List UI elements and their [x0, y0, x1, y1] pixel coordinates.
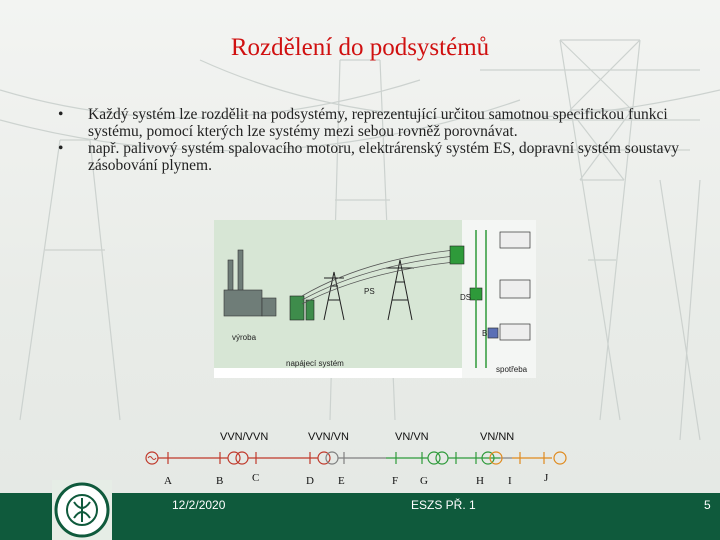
voltage-level-schematic	[140, 426, 580, 490]
bullet-dot: •	[58, 140, 64, 157]
point-label: G	[420, 475, 428, 487]
point-label: J	[544, 472, 549, 484]
point-label: C	[252, 472, 260, 484]
footer-course: ESZS PŘ. 1	[411, 498, 476, 512]
level-label: VN/NN	[480, 431, 515, 443]
level-label: VN/VN	[395, 431, 429, 443]
bullet-text: Každý systém lze rozdělit na podsystémy, reprezentující určitou samotnou specifickou funkci systému, pomocí kterých lze systémy mezi sebou rovněž porovnávat.	[88, 106, 668, 140]
slide-title: Rozdělení do podsystémů	[230, 34, 490, 61]
bullet-item	[56, 106, 686, 140]
label-spotreba: spotřeba	[496, 365, 528, 374]
point-label: D	[306, 475, 314, 487]
point-label: F	[392, 475, 399, 487]
bullet-list	[56, 106, 686, 174]
point-label: E	[338, 475, 345, 487]
level-label: VVN/VVN	[220, 431, 269, 443]
label-ps: PS	[364, 287, 375, 296]
label-b: B	[482, 329, 488, 338]
footer-date: 12/2/2020	[172, 498, 226, 512]
label-napajeci-system: napájecí systém	[286, 359, 344, 368]
label-vyroba: výroba	[232, 333, 257, 342]
point-label: H	[476, 475, 484, 487]
label-ds: DS	[460, 293, 472, 302]
power-system-diagram	[214, 220, 536, 378]
faculty-logo	[52, 480, 112, 540]
bullet-text: např. palivový systém spalovacího motoru, elektrárenský systém ES, dopravní systém soustavy zásobování plynem.	[88, 140, 680, 174]
bullet-item	[56, 140, 686, 174]
footer-page-number: 5	[704, 498, 711, 512]
bullet-dot: •	[58, 106, 64, 123]
point-label: I	[508, 475, 512, 487]
level-label: VVN/VN	[308, 431, 349, 443]
point-label: A	[164, 475, 172, 487]
point-label: B	[216, 475, 224, 487]
load-icon	[554, 452, 566, 464]
